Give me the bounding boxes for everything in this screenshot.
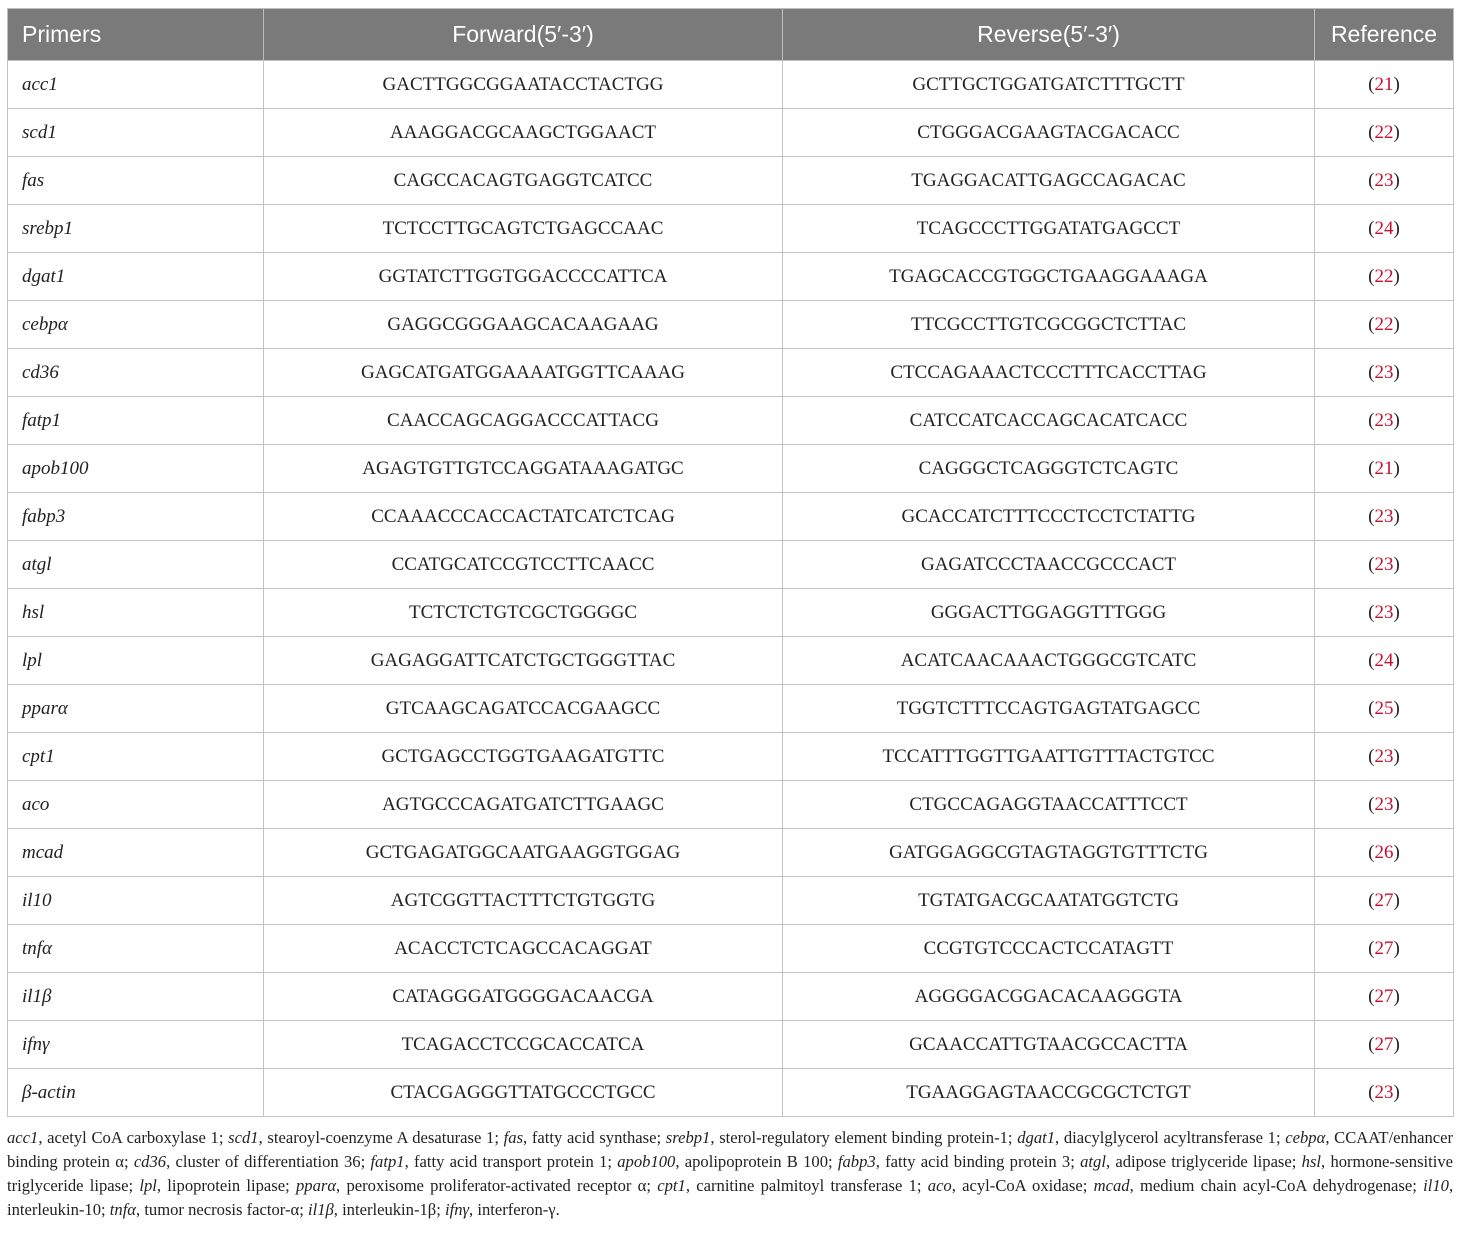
reverse-primer-cell: TGGTCTTTCCAGTGAGTATGAGCC bbox=[783, 685, 1315, 733]
gene-name-cell: hsl bbox=[8, 589, 264, 637]
reference-cell: (23) bbox=[1315, 397, 1454, 445]
reverse-primer-cell: CATCCATCACCAGCACATCACC bbox=[783, 397, 1315, 445]
table-row bbox=[8, 61, 1454, 109]
primer-table bbox=[7, 8, 1454, 1117]
footnote-abbreviation: tnfα bbox=[109, 1200, 137, 1219]
gene-name-cell: cebpα bbox=[8, 301, 264, 349]
footnote-definition: diacylglycerol acyltransferase 1 bbox=[1063, 1128, 1276, 1147]
gene-name-cell: apob100 bbox=[8, 445, 264, 493]
footnote-abbreviation: mcad bbox=[1093, 1176, 1130, 1195]
reference-link[interactable]: 21 bbox=[1374, 457, 1394, 479]
footnote-definition: fatty acid synthase bbox=[531, 1128, 657, 1147]
reference-link[interactable]: 23 bbox=[1374, 745, 1394, 767]
table-header-row bbox=[8, 9, 1454, 61]
forward-primer-cell: TCTCCTTGCAGTCTGAGCCAAC bbox=[264, 205, 783, 253]
reference-cell: (23) bbox=[1315, 541, 1454, 589]
forward-primer-cell: GAGCATGATGGAAAATGGTTCAAAG bbox=[264, 349, 783, 397]
table-row bbox=[8, 973, 1454, 1021]
footnote-abbreviation: pparα bbox=[295, 1176, 337, 1195]
forward-primer-cell: GGTATCTTGGTGGACCCCATTCA bbox=[264, 253, 783, 301]
reference-cell: (25) bbox=[1315, 685, 1454, 733]
reverse-primer-cell: GATGGAGGCGTAGTAGGTGTTTCTG bbox=[783, 829, 1315, 877]
header-reference: Reference bbox=[1315, 9, 1454, 61]
reference-link[interactable]: 27 bbox=[1374, 937, 1394, 959]
forward-primer-cell: AAAGGACGCAAGCTGGAACT bbox=[264, 109, 783, 157]
forward-primer-cell: GACTTGGCGGAATACCTACTGG bbox=[264, 61, 783, 109]
table-row bbox=[8, 637, 1454, 685]
footnote-definition: peroxisome proliferator-activated receptor α bbox=[346, 1176, 647, 1195]
gene-name-cell: atgl bbox=[8, 541, 264, 589]
reference-cell: (24) bbox=[1315, 637, 1454, 685]
gene-name-cell: tnfα bbox=[8, 925, 264, 973]
table-row bbox=[8, 829, 1454, 877]
reference-cell: (23) bbox=[1315, 589, 1454, 637]
gene-name-cell: ifnγ bbox=[8, 1021, 264, 1069]
reference-cell: (23) bbox=[1315, 733, 1454, 781]
table-row bbox=[8, 589, 1454, 637]
footnote-abbreviation: hsl bbox=[1301, 1152, 1322, 1171]
table-row bbox=[8, 253, 1454, 301]
reverse-primer-cell: TCAGCCCTTGGATATGAGCCT bbox=[783, 205, 1315, 253]
reference-link[interactable]: 26 bbox=[1374, 841, 1394, 863]
forward-primer-cell: GCTGAGCCTGGTGAAGATGTTC bbox=[264, 733, 783, 781]
reference-cell: (21) bbox=[1315, 61, 1454, 109]
reverse-primer-cell: TTCGCCTTGTCGCGGCTCTTAC bbox=[783, 301, 1315, 349]
footnote-definition: CCAAT/enhancer binding protein α bbox=[7, 1128, 1454, 1171]
footnote-definition: tumor necrosis factor-α bbox=[144, 1200, 300, 1219]
gene-name-cell: il1β bbox=[8, 973, 264, 1021]
gene-name-cell: fabp3 bbox=[8, 493, 264, 541]
reverse-primer-cell: GGGACTTGGAGGTTTGGG bbox=[783, 589, 1315, 637]
footnote-definition: fatty acid transport protein 1 bbox=[413, 1152, 608, 1171]
footnote-abbreviation: fas bbox=[503, 1128, 524, 1147]
forward-primer-cell: GCTGAGATGGCAATGAAGGTGGAG bbox=[264, 829, 783, 877]
forward-primer-cell: CCATGCATCCGTCCTTCAACC bbox=[264, 541, 783, 589]
reverse-primer-cell: CTGCCAGAGGTAACCATTTCCT bbox=[783, 781, 1315, 829]
table-row bbox=[8, 349, 1454, 397]
reference-link[interactable]: 24 bbox=[1374, 217, 1394, 239]
footnote-definition: acetyl CoA carboxylase 1 bbox=[47, 1128, 219, 1147]
table-body bbox=[8, 61, 1454, 1117]
reference-cell: (23) bbox=[1315, 781, 1454, 829]
footnote-abbreviation: lpl bbox=[139, 1176, 157, 1195]
reference-link[interactable]: 27 bbox=[1374, 1033, 1394, 1055]
footnote-definition: cluster of differentiation 36 bbox=[175, 1152, 361, 1171]
table-row bbox=[8, 685, 1454, 733]
footnote-abbreviation: srebp1 bbox=[665, 1128, 711, 1147]
footnote-abbreviation: il1β bbox=[307, 1200, 334, 1219]
footnote-definition: stearoyl-coenzyme A desaturase 1 bbox=[267, 1128, 495, 1147]
footnote-abbreviation: cpt1 bbox=[657, 1176, 686, 1195]
reverse-primer-cell: AGGGGACGGACACAAGGGTA bbox=[783, 973, 1315, 1021]
reference-link[interactable]: 23 bbox=[1374, 169, 1394, 191]
forward-primer-cell: AGTCGGTTACTTTCTGTGGTG bbox=[264, 877, 783, 925]
gene-name-cell: aco bbox=[8, 781, 264, 829]
header-reverse: Reverse(5′-3′) bbox=[783, 9, 1315, 61]
reverse-primer-cell: TGTATGACGCAATATGGTCTG bbox=[783, 877, 1315, 925]
gene-name-cell: acc1 bbox=[8, 61, 264, 109]
reference-cell: (22) bbox=[1315, 253, 1454, 301]
reverse-primer-cell: GAGATCCCTAACCGCCCACT bbox=[783, 541, 1315, 589]
gene-name-cell: β-actin bbox=[8, 1069, 264, 1117]
table-row bbox=[8, 157, 1454, 205]
reference-cell: (22) bbox=[1315, 301, 1454, 349]
reference-link[interactable]: 23 bbox=[1374, 409, 1394, 431]
forward-primer-cell: ACACCTCTCAGCCACAGGAT bbox=[264, 925, 783, 973]
reverse-primer-cell: CTGGGACGAAGTACGACACC bbox=[783, 109, 1315, 157]
reference-cell: (27) bbox=[1315, 877, 1454, 925]
gene-name-cell: fatp1 bbox=[8, 397, 264, 445]
reference-link[interactable]: 23 bbox=[1374, 793, 1394, 815]
footnote-abbreviation: cd36 bbox=[133, 1152, 167, 1171]
gene-name-cell: scd1 bbox=[8, 109, 264, 157]
reverse-primer-cell: CTCCAGAAACTCCCTTTCACCTTAG bbox=[783, 349, 1315, 397]
footnote-definition: acyl-CoA oxidase bbox=[962, 1176, 1083, 1195]
header-forward: Forward(5′-3′) bbox=[264, 9, 783, 61]
reference-link[interactable]: 23 bbox=[1374, 1081, 1394, 1103]
forward-primer-cell: TCTCTCTGTCGCTGGGGC bbox=[264, 589, 783, 637]
footnote-abbreviation: il10 bbox=[1423, 1176, 1449, 1195]
forward-primer-cell: TCAGACCTCCGCACCATCA bbox=[264, 1021, 783, 1069]
forward-primer-cell: CCAAACCCACCACTATCATCTCAG bbox=[264, 493, 783, 541]
table-row bbox=[8, 493, 1454, 541]
gene-name-cell: fas bbox=[8, 157, 264, 205]
reverse-primer-cell: ACATCAACAAACTGGGCGTCATC bbox=[783, 637, 1315, 685]
forward-primer-cell: GAGGCGGGAAGCACAAGAAG bbox=[264, 301, 783, 349]
gene-name-cell: cpt1 bbox=[8, 733, 264, 781]
footnote-abbreviation: aco bbox=[927, 1176, 952, 1195]
header-primers: Primers bbox=[8, 9, 264, 61]
reference-cell: (21) bbox=[1315, 445, 1454, 493]
footnote-definition: medium chain acyl-CoA dehydrogenase bbox=[1139, 1176, 1413, 1195]
reference-cell: (24) bbox=[1315, 205, 1454, 253]
table-row bbox=[8, 877, 1454, 925]
reference-cell: (23) bbox=[1315, 349, 1454, 397]
reference-link[interactable]: 21 bbox=[1374, 73, 1394, 95]
gene-name-cell: pparα bbox=[8, 685, 264, 733]
footnote-definition: fatty acid binding protein 3 bbox=[885, 1152, 1071, 1171]
reference-link[interactable]: 27 bbox=[1374, 889, 1394, 911]
forward-primer-cell: CAACCAGCAGGACCCATTACG bbox=[264, 397, 783, 445]
footnote-abbreviation: acc1 bbox=[7, 1128, 39, 1147]
reverse-primer-cell: CCGTGTCCCACTCCATAGTT bbox=[783, 925, 1315, 973]
gene-name-cell: il10 bbox=[8, 877, 264, 925]
reverse-primer-cell: GCAACCATTGTAACGCCACTTA bbox=[783, 1021, 1315, 1069]
gene-name-cell: srebp1 bbox=[8, 205, 264, 253]
table-row bbox=[8, 1021, 1454, 1069]
reference-link[interactable]: 22 bbox=[1374, 121, 1394, 143]
reference-cell: (23) bbox=[1315, 1069, 1454, 1117]
footnote-definition: sterol-regulatory element binding protein-1 bbox=[719, 1128, 1008, 1147]
forward-primer-cell: CAGCCACAGTGAGGTCATCC bbox=[264, 157, 783, 205]
reverse-primer-cell: TCCATTTGGTTGAATTGTTTACTGTCC bbox=[783, 733, 1315, 781]
footnote-abbreviation: ifnγ bbox=[444, 1200, 470, 1219]
reference-cell: (23) bbox=[1315, 157, 1454, 205]
forward-primer-cell: AGTGCCCAGATGATCTTGAAGC bbox=[264, 781, 783, 829]
reference-link[interactable]: 27 bbox=[1374, 985, 1394, 1007]
reference-link[interactable]: 23 bbox=[1374, 505, 1394, 527]
reverse-primer-cell: GCTTGCTGGATGATCTTTGCTT bbox=[783, 61, 1315, 109]
primer-table-container bbox=[7, 8, 1453, 1117]
reference-link[interactable]: 24 bbox=[1374, 649, 1394, 671]
footnote-abbreviation: cebpα bbox=[1285, 1128, 1326, 1147]
footnote-abbreviation: fatp1 bbox=[370, 1152, 405, 1171]
table-row bbox=[8, 541, 1454, 589]
abbreviation-footnote: acc1, acetyl CoA carboxylase 1; scd1, stearoyl-coenzyme A desaturase 1; fas, fatty acid synthase; srebp1, sterol-regulatory element binding protein-1; dgat1, diacylglycerol acyltransferase 1; cebpα, CCAAT/enhancer binding protein α; cd36, cluster of differentiation 36; fatp1, fatty acid transport protein 1; apob100, apolipoprotein B 100; fabp3, fatty acid binding protein 3; atgl, adipose triglyceride lipase; hsl, hormone-sensitive triglyceride lipase; lpl, lipoprotein lipase; pparα, peroxisome proliferator-activated receptor α; cpt1, carnitine palmitoyl transferase 1; aco, acyl-CoA oxidase; mcad, medium chain acyl-CoA dehydrogenase; il10, interleukin-10; tnfα, tumor necrosis factor-α; il1β, interleukin-1β; ifnγ, interferon-γ. bbox=[7, 1128, 1454, 1219]
reverse-primer-cell: TGAGCACCGTGGCTGAAGGAAAGA bbox=[783, 253, 1315, 301]
gene-name-cell: dgat1 bbox=[8, 253, 264, 301]
footnote-definition: adipose triglyceride lipase bbox=[1115, 1152, 1292, 1171]
forward-primer-cell: CTACGAGGGTTATGCCCTGCC bbox=[264, 1069, 783, 1117]
footnote-definition: interferon-γ bbox=[477, 1200, 556, 1219]
forward-primer-cell: AGAGTGTTGTCCAGGATAAAGATGC bbox=[264, 445, 783, 493]
gene-name-cell: mcad bbox=[8, 829, 264, 877]
footnote-definition: lipoprotein lipase bbox=[167, 1176, 286, 1195]
gene-name-cell: cd36 bbox=[8, 349, 264, 397]
footnote-definition: carnitine palmitoyl transferase 1 bbox=[696, 1176, 917, 1195]
table-row bbox=[8, 781, 1454, 829]
table-row bbox=[8, 397, 1454, 445]
footnote-abbreviation: fabp3 bbox=[837, 1152, 876, 1171]
table-row bbox=[8, 445, 1454, 493]
footnote-abbreviation: atgl bbox=[1080, 1152, 1106, 1171]
reference-link[interactable]: 23 bbox=[1374, 361, 1394, 383]
footnote-abbreviation: scd1 bbox=[228, 1128, 259, 1147]
reference-link[interactable]: 23 bbox=[1374, 601, 1394, 623]
table-row bbox=[8, 301, 1454, 349]
reference-cell: (27) bbox=[1315, 973, 1454, 1021]
table-row bbox=[8, 733, 1454, 781]
reference-link[interactable]: 25 bbox=[1374, 697, 1394, 719]
reverse-primer-cell: TGAAGGAGTAACCGCGCTCTGT bbox=[783, 1069, 1315, 1117]
reference-cell: (22) bbox=[1315, 109, 1454, 157]
reference-link[interactable]: 23 bbox=[1374, 553, 1394, 575]
reference-link[interactable]: 22 bbox=[1374, 265, 1394, 287]
footnote-definition: apolipoprotein B 100 bbox=[684, 1152, 829, 1171]
table-row bbox=[8, 109, 1454, 157]
table-row bbox=[8, 925, 1454, 973]
reference-cell: (27) bbox=[1315, 925, 1454, 973]
footnote-definition: hormone-sensitive triglyceride lipase bbox=[7, 1152, 1454, 1195]
reference-cell: (27) bbox=[1315, 1021, 1454, 1069]
forward-primer-cell: GTCAAGCAGATCCACGAAGCC bbox=[264, 685, 783, 733]
table-row bbox=[8, 1069, 1454, 1117]
gene-name-cell: lpl bbox=[8, 637, 264, 685]
reverse-primer-cell: CAGGGCTCAGGGTCTCAGTC bbox=[783, 445, 1315, 493]
footnote-abbreviation: apob100 bbox=[617, 1152, 676, 1171]
footnote-abbreviation: dgat1 bbox=[1017, 1128, 1056, 1147]
forward-primer-cell: GAGAGGATTCATCTGCTGGGTTAC bbox=[264, 637, 783, 685]
reference-cell: (23) bbox=[1315, 493, 1454, 541]
reference-link[interactable]: 22 bbox=[1374, 313, 1394, 335]
footnote-definition: interleukin-10 bbox=[7, 1200, 102, 1219]
table-row bbox=[8, 205, 1454, 253]
reverse-primer-cell: GCACCATCTTTCCCTCCTCTATTG bbox=[783, 493, 1315, 541]
footnote-definition: interleukin-1β bbox=[342, 1200, 437, 1219]
reverse-primer-cell: TGAGGACATTGAGCCAGACAC bbox=[783, 157, 1315, 205]
forward-primer-cell: CATAGGGATGGGGACAACGA bbox=[264, 973, 783, 1021]
reference-cell: (26) bbox=[1315, 829, 1454, 877]
